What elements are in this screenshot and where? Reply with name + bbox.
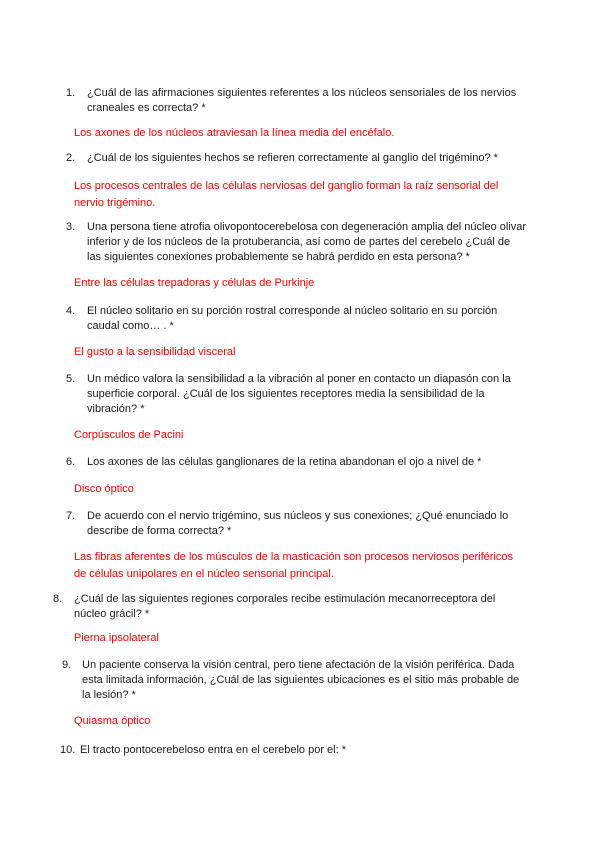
question-text: Un paciente conserva la visión central, pero tiene afectación de la visión periférica. Dada esta limitada información, ¿Cuál de las siguientes ubicaciones es el sitio más probable de la lesión? * bbox=[82, 659, 520, 701]
answer-text: Entre las células trepadoras y células de Purkinje bbox=[74, 277, 315, 289]
answer-text: Las fibras aferentes de los músculos de la masticación son procesos nerviosos periféricos de células unipolares en el núcleo sensorial principal. bbox=[74, 551, 513, 580]
question-number: 9. bbox=[62, 659, 72, 671]
question-number: 7. bbox=[66, 510, 76, 522]
answer-text: Pierna ipsolateral bbox=[74, 632, 159, 644]
question-text: ¿Cuál de los siguientes hechos se refieren correctamente al ganglio del trigémino? * bbox=[87, 152, 498, 164]
answer-text: Los procesos centrales de las células nerviosas del ganglio forman la raíz sensorial del nervio trigémino. bbox=[74, 180, 499, 209]
question-number: 10. bbox=[60, 744, 76, 756]
answer-text: Corpúsculos de Pacini bbox=[74, 429, 184, 441]
question-text: Los axones de las células ganglionares de la retina abandonan el ojo a nivel de * bbox=[87, 456, 482, 468]
question-text: ¿Cuál de las afirmaciones siguientes referentes a los núcleos sensoriales de los nervios craneales es correcta? * bbox=[87, 87, 517, 114]
answer-text: El gusto a la sensibilidad visceral bbox=[74, 346, 236, 358]
question-text: Una persona tiene atrofia olivopontocerebelosa con degeneración amplia del núcleo olivar inferior y de los núcleos de la protuberancia, así como de partes del cerebelo ¿Cuál de las siguientes conexiones probablemente se habrá perdido en esta persona? * bbox=[87, 221, 527, 263]
answer-text: Disco óptico bbox=[74, 483, 134, 495]
question-number: 2. bbox=[66, 152, 76, 164]
question-text: De acuerdo con el nervio trigémino, sus núcleos y sus conexiones; ¿Qué enunciado lo describe de forma correcta? * bbox=[87, 510, 509, 537]
question-number: 1. bbox=[66, 87, 76, 99]
question-text: El tracto pontocerebeloso entra en el cerebelo por el: * bbox=[80, 744, 346, 756]
question-number: 4. bbox=[66, 305, 76, 317]
question-text: El núcleo solitario en su porción rostral corresponde al núcleo solitario en su porción caudal como… . * bbox=[87, 305, 498, 332]
question-number: 8. bbox=[53, 593, 63, 605]
question-text: ¿Cuál de las siguientes regiones corporales recibe estimulación mecanorreceptora del núcleo grácil? * bbox=[74, 593, 496, 620]
answer-text: Quiasma óptico bbox=[74, 715, 151, 727]
answer-text: Los axones de los núcleos atraviesan la línea media del encéfalo. bbox=[74, 127, 395, 139]
question-number: 3. bbox=[66, 221, 76, 233]
question-number: 6. bbox=[66, 456, 76, 468]
question-text: Un médico valora la sensibilidad a la vibración al poner en contacto un diapasón con la superficie corporal. ¿Cuál de los siguientes receptores media la sensibilidad de la vibración? * bbox=[87, 373, 511, 415]
question-number: 5. bbox=[66, 373, 76, 385]
